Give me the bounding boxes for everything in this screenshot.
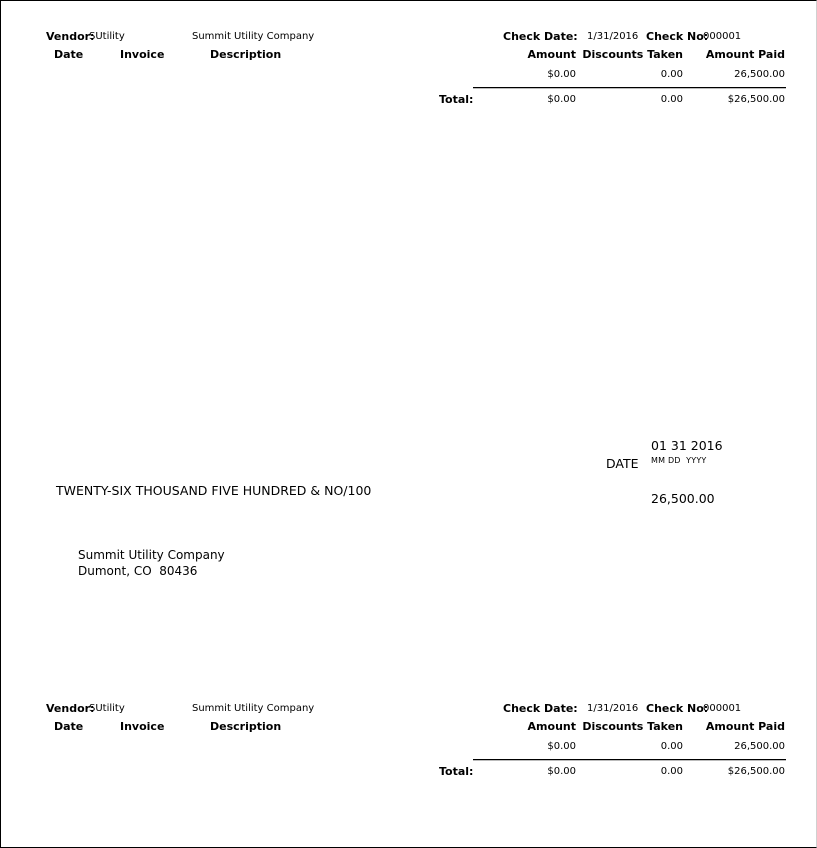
column-header-amount-paid: Amount Paid [705, 48, 785, 61]
total-amount-paid: $26,500.00 [727, 766, 785, 777]
column-header-description: Description [210, 720, 282, 733]
total-amount-paid: $26,500.00 [727, 94, 785, 105]
row-amount: $0.00 [547, 741, 576, 752]
vendor-label: Vendor: [46, 30, 95, 43]
column-header-amount: Amount [527, 720, 576, 733]
check-date-value: 1/31/2016 [587, 31, 639, 42]
column-header-invoice: Invoice [120, 720, 165, 733]
column-header-invoice: Invoice [120, 48, 165, 61]
column-header-description: Description [210, 48, 282, 61]
check-date-value: 1/31/2016 [587, 703, 639, 714]
row-discounts: 0.00 [660, 69, 683, 80]
column-header-amount-paid: Amount Paid [705, 720, 785, 733]
check-date-label: Check Date: [503, 30, 578, 43]
check-no-label: Check No: [646, 30, 709, 43]
total-label: Total: [439, 93, 474, 106]
payee-address: Dumont, CO 80436 [78, 564, 198, 578]
vendor-label: Vendor: [46, 702, 95, 715]
check-amount: 26,500.00 [651, 491, 715, 506]
total-amount: $0.00 [547, 94, 576, 105]
vendor-id: SUtility [89, 703, 125, 714]
check-date-label: DATE [606, 456, 639, 471]
column-header-discounts: Discounts Taken [582, 720, 683, 733]
total-discounts: 0.00 [660, 94, 683, 105]
total-amount: $0.00 [547, 766, 576, 777]
check-date-format: MM DD YYYY [651, 456, 707, 465]
total-divider [473, 87, 786, 89]
column-header-discounts: Discounts Taken [582, 48, 683, 61]
payee-name: Summit Utility Company [78, 548, 225, 562]
total-discounts: 0.00 [660, 766, 683, 777]
total-label: Total: [439, 765, 474, 778]
row-discounts: 0.00 [660, 741, 683, 752]
vendor-name: Summit Utility Company [192, 31, 315, 42]
row-amount: $0.00 [547, 69, 576, 80]
vendor-name: Summit Utility Company [192, 703, 315, 714]
check-no-value: 000001 [703, 31, 742, 42]
check-no-label: Check No: [646, 702, 709, 715]
vendor-id: SUtility [89, 31, 125, 42]
check-date-label: Check Date: [503, 702, 578, 715]
column-header-date: Date [54, 720, 84, 733]
check-date-value: 01 31 2016 [651, 438, 723, 453]
row-amount-paid: 26,500.00 [734, 741, 785, 752]
total-divider [473, 759, 786, 761]
row-amount-paid: 26,500.00 [734, 69, 785, 80]
column-header-date: Date [54, 48, 84, 61]
check-no-value: 000001 [703, 703, 742, 714]
column-header-amount: Amount [527, 48, 576, 61]
amount-in-words: TWENTY-SIX THOUSAND FIVE HUNDRED & NO/100 [56, 483, 372, 498]
